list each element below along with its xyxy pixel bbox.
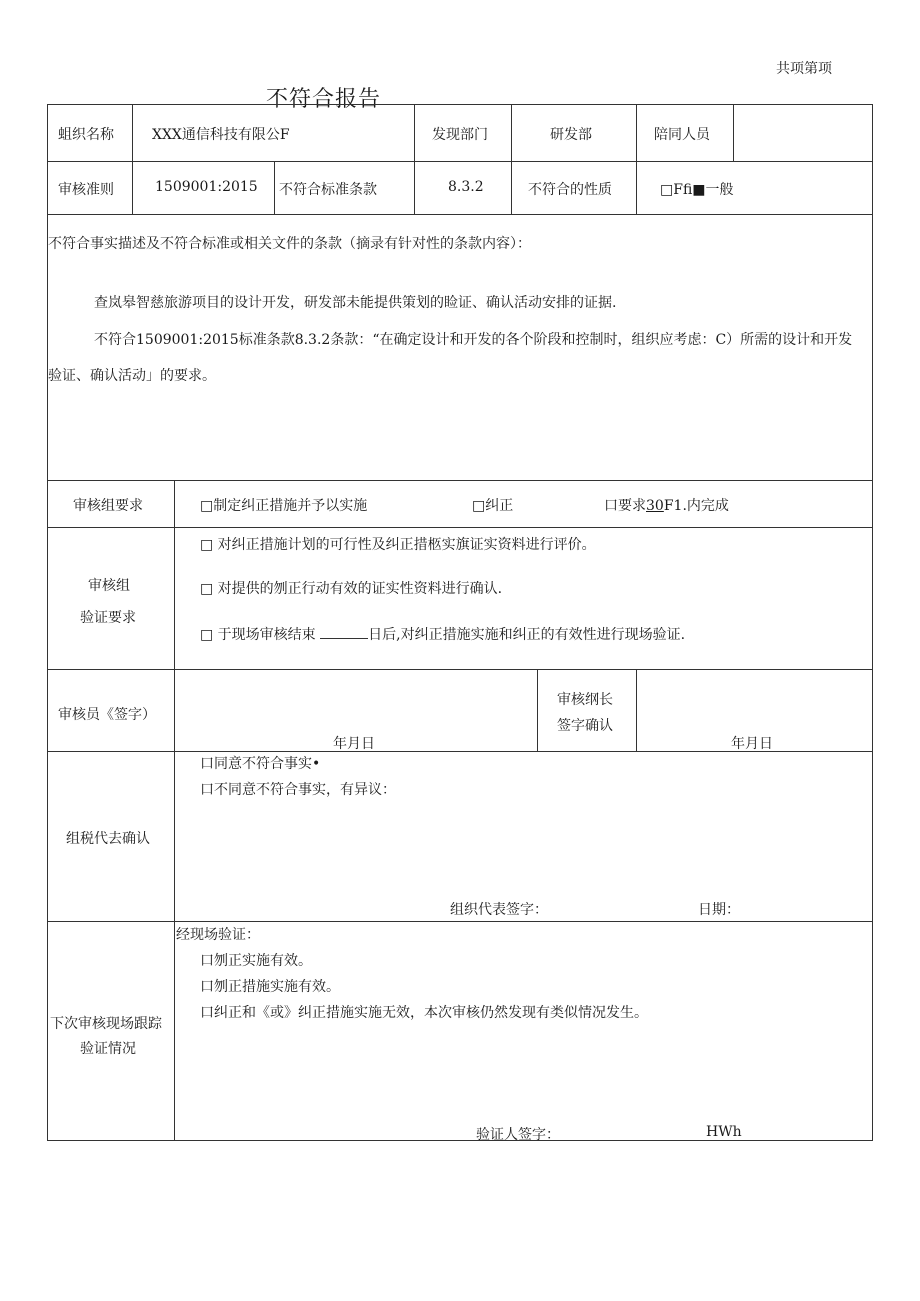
leader-sign-label-line2: 签字确认	[557, 718, 613, 734]
verification-item-evaluate-plan[interactable]: □ 对纠正措施计划的可行性及纠正措柩实旗证实资料进行评价。	[200, 537, 596, 553]
col-divider	[733, 104, 734, 161]
row-divider	[47, 527, 873, 528]
page-count: 共项第项	[776, 61, 832, 77]
page-title: 不符合报告	[266, 87, 382, 112]
org-confirm-date: 日期：	[698, 902, 740, 918]
org-rep-sign: 组织代表签字：	[450, 902, 548, 918]
table-border-bottom	[47, 1140, 873, 1141]
row-divider	[47, 669, 873, 670]
leader-sign-label-line1: 审核纲长	[557, 692, 613, 708]
companion-label: 陪同人员	[654, 127, 710, 143]
verification-item-onsite[interactable]	[200, 624, 685, 644]
followup-option-correction-effective[interactable]: 口刎正实施有效。	[200, 953, 312, 969]
audit-criteria-label: 审核准则	[58, 182, 114, 198]
row-divider	[47, 214, 873, 215]
followup-option-ineffective[interactable]: 口纠正和《或》纠正措施实施无效，本次审核仍然发现有类似情况发生。	[200, 1005, 648, 1021]
nature-value: □Ffi■一般	[660, 182, 734, 198]
verification-label-line2: 验证要求	[80, 610, 136, 626]
org-name-value: XXX通信科技有限公F	[152, 127, 290, 143]
audit-criteria-value: 1509001:2015	[155, 179, 258, 195]
found-dept-label: 发现部门	[432, 127, 488, 143]
found-dept-value: 研发部	[550, 127, 592, 143]
row-divider	[47, 161, 873, 162]
onsite-suffix: 日后,对纠正措施实施和纠正的有效性进行现场验证.	[368, 627, 686, 643]
clause-label: 不符合标准条款	[279, 182, 377, 198]
table-border-top	[47, 104, 873, 105]
option-deadline[interactable]	[604, 495, 729, 515]
col-divider	[511, 104, 512, 214]
verifier-sign: 验证人签字：	[476, 1127, 560, 1143]
deadline-suffix: F1.内完成	[663, 498, 729, 514]
table-border-right	[872, 104, 873, 1140]
row-divider	[47, 480, 873, 481]
option-corrective-action[interactable]: □制定纠正措施并予以实施	[200, 498, 368, 514]
option-disagree[interactable]: 口不同意不符合事实，有异议：	[200, 782, 396, 798]
col-divider	[537, 669, 538, 751]
followup-label-line2: 验证情况	[80, 1041, 136, 1057]
verification-item-confirm-evidence[interactable]: □ 对提供的刎正行动有效的证实性资料进行确认.	[200, 581, 503, 597]
org-name-label: 蛆织名称	[58, 127, 114, 143]
option-correction[interactable]: □纠正	[472, 498, 514, 514]
col-divider	[414, 104, 415, 214]
verifier-date: HWh	[706, 1124, 742, 1140]
followup-label-line1: 下次审核现场跟踪	[50, 1016, 162, 1032]
auditor-sign-label: 审核员《签字）	[58, 707, 156, 723]
col-divider	[132, 104, 133, 214]
col-divider	[636, 104, 637, 214]
audit-group-req-label: 审核组要求	[73, 498, 143, 514]
nature-label: 不符合的性质	[528, 182, 612, 198]
deadline-days: 30	[646, 498, 664, 514]
org-confirm-label: 组税代去确认	[66, 831, 150, 847]
clause-value: 8.3.2	[448, 179, 484, 195]
verification-label-line1: 审核组	[88, 578, 130, 594]
col-divider	[636, 669, 637, 751]
description-heading: 不符合事实描述及不符合标准或相关文件的条款（摘录有针对性的条款内容）：	[48, 236, 531, 252]
auditor-date: 年月日	[333, 736, 375, 752]
description-paragraph-2: 不符合1509001:2015标准条款8.3.2条款：“在确定设计和开发的各个阶段和控制时，组织应考虑：C）所需的设计和开发验证、确认活动」的要求。	[48, 332, 853, 384]
followup-intro: 经现场验证：	[176, 927, 260, 943]
option-agree[interactable]: 口同意不符合事实•	[200, 756, 321, 772]
followup-option-measure-effective[interactable]: 口刎正措施实施有效。	[200, 979, 340, 995]
row-divider	[47, 921, 873, 922]
table-border-left	[47, 104, 48, 1140]
col-divider	[174, 480, 175, 1140]
leader-date: 年月日	[731, 736, 773, 752]
col-divider	[274, 161, 275, 214]
description-paragraph-1: 查岚皋智慈旅游项目的设计开发，研发部未能提供策划的睑证、确认活动安排的证据.	[94, 295, 617, 311]
deadline-prefix: 口要求	[604, 498, 646, 514]
days-blank	[320, 626, 368, 639]
onsite-prefix: □ 于现场审核结束	[200, 627, 316, 643]
